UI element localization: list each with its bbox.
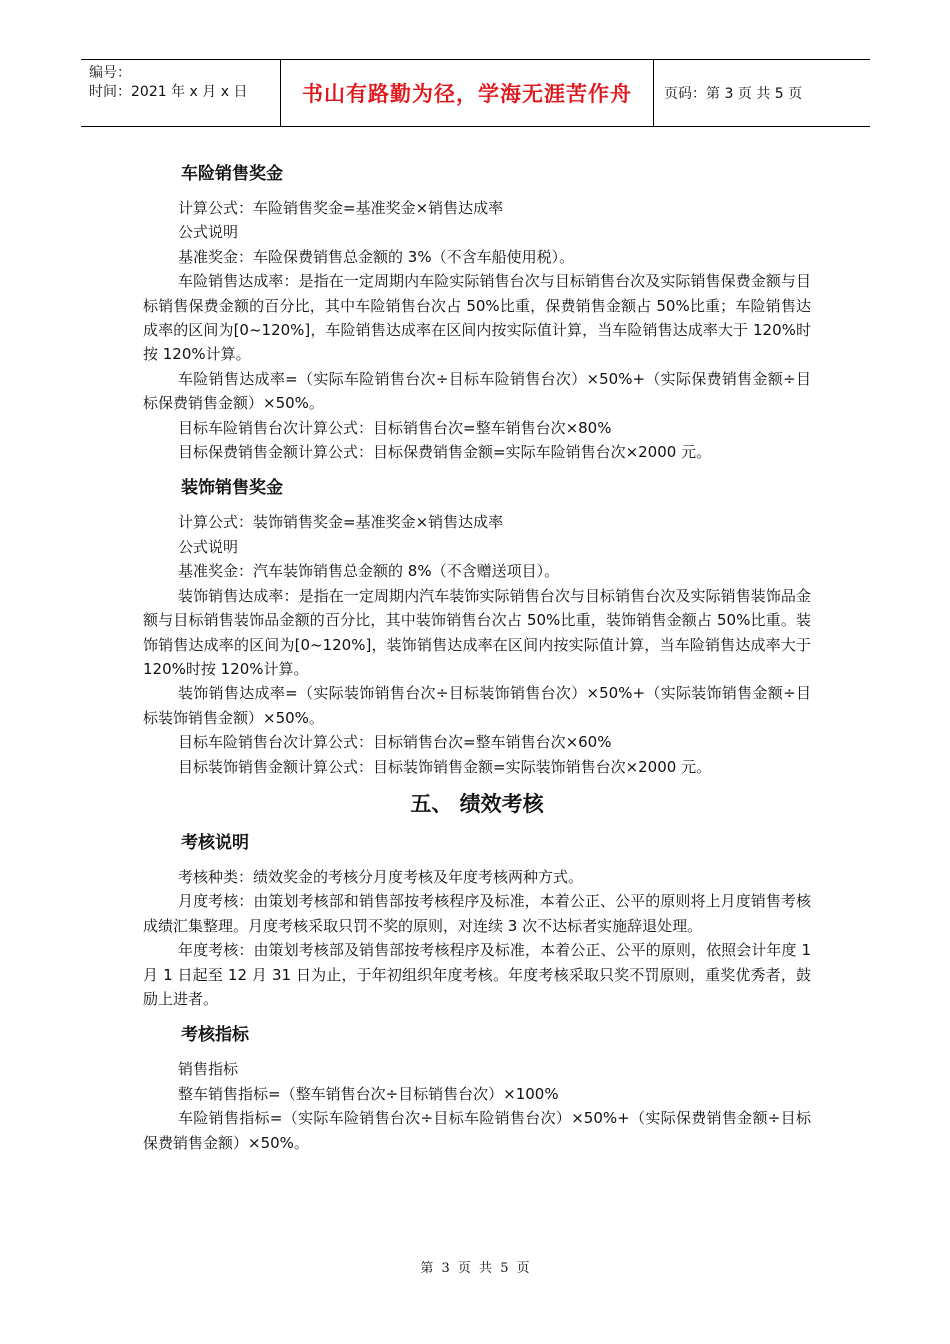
paragraph: 目标车险销售台次计算公式：目标销售台次=整车销售台次×60%	[178, 733, 612, 752]
section-heading: 考核指标	[181, 1025, 249, 1046]
header-motto: 书山有路勤为径，学海无涯苦作舟	[281, 60, 654, 126]
paragraph: 月度考核：由策划考核部和销售部按考核程序及标准，本着公正、公平的原则将上月度销售考核成绩汇集整理。月度考核采取只罚不奖的原则，对连续 3 次不达标者实施辞退处理。	[143, 892, 811, 935]
paragraph: 计算公式：装饰销售奖金=基准奖金×销售达成率	[178, 513, 504, 532]
paragraph: 公式说明	[178, 537, 239, 556]
paragraph: 销售指标	[178, 1060, 239, 1079]
paragraph: 公式说明	[178, 223, 239, 242]
paragraph: 基准奖金：车险保费销售总金额的 3%（不含车船使用税）。	[178, 247, 575, 266]
paragraph: 车险销售指标=（实际车险销售台次÷目标车险销售台次）×50%+（实际保费销售金额÷目标保费销售金额）×50%。	[143, 1109, 811, 1152]
section-heading: 车险销售奖金	[181, 164, 283, 184]
paragraph: 基准奖金：汽车装饰销售总金额的 8%（不含赠送项目）。	[178, 562, 560, 581]
paragraph: 计算公式：车险销售奖金=基准奖金×销售达成率	[178, 199, 504, 217]
paragraph: 装饰销售达成率：是指在一定周期内汽车装饰实际销售台次与目标销售台次及实际销售装饰品金额与目标销售装饰品金额的百分比，其中装饰销售台次占 50%比重，装饰销售金额占 50%比重。装饰销售达成率的区间为[0~120%]，装饰销售达成率在区间内按实际值计算，当车险销售达成率大于 120%时按 120%计算。	[143, 586, 811, 678]
document-time-label: 时间：2021 年 x 月 x 日	[89, 84, 248, 100]
chapter-heading: 五、 绩效考核	[410, 791, 544, 816]
paragraph: 目标装饰销售金额计算公式：目标装饰销售金额=实际装饰销售台次×2000 元。	[178, 757, 712, 776]
paragraph: 车险销售达成率：是指在一定周期内车险实际销售台次与目标销售台次及实际销售保费金额与目标销售保费金额的百分比，其中车险销售台次占 50%比重，保费销售金额占 50%比重；车险销售达成率的区间为[0~120%]，车险销售达成率在区间内按实际值计算，当车险销售达成率大于 120%时按 120%计算。	[143, 272, 811, 364]
page-header	[81, 59, 870, 127]
header-meta	[81, 60, 281, 126]
page-footer: 第 3 页 共 5 页	[420, 1261, 530, 1276]
paragraph: 目标保费销售金额计算公式：目标保费销售金额=实际车险销售台次×2000 元。	[178, 443, 712, 462]
paragraph: 整车销售指标=（整车销售台次÷目标销售台次）×100%	[178, 1084, 559, 1103]
section-heading: 装饰销售奖金	[181, 478, 283, 499]
paragraph: 年度考核：由策划考核部及销售部按考核程序及标准，本着公正、公平的原则，依照会计年度 1 月 1 日起至 12 月 31 日为止，于年初组织年度考核。年度考核采取只奖不罚原则，重奖优秀者，鼓励上进者。	[143, 941, 811, 1008]
document-body	[143, 162, 811, 1155]
paragraph: 车险销售达成率=（实际车险销售台次÷目标车险销售台次）×50%+（实际保费销售金额÷目标保费销售金额）×50%。	[143, 369, 811, 413]
paragraph: 考核种类：绩效奖金的考核分月度考核及年度考核两种方式。	[178, 867, 584, 886]
header-page-label: 页码：第 3 页 共 5 页	[664, 86, 803, 102]
section-heading: 考核说明	[181, 832, 249, 853]
document-number-label: 编号：	[89, 65, 131, 81]
paragraph: 装饰销售达成率=（实际装饰销售台次÷目标装饰销售台次）×50%+（实际装饰销售金额÷目标装饰销售金额）×50%。	[143, 684, 811, 727]
paragraph: 目标车险销售台次计算公式：目标销售台次=整车销售台次×80%	[178, 418, 612, 437]
